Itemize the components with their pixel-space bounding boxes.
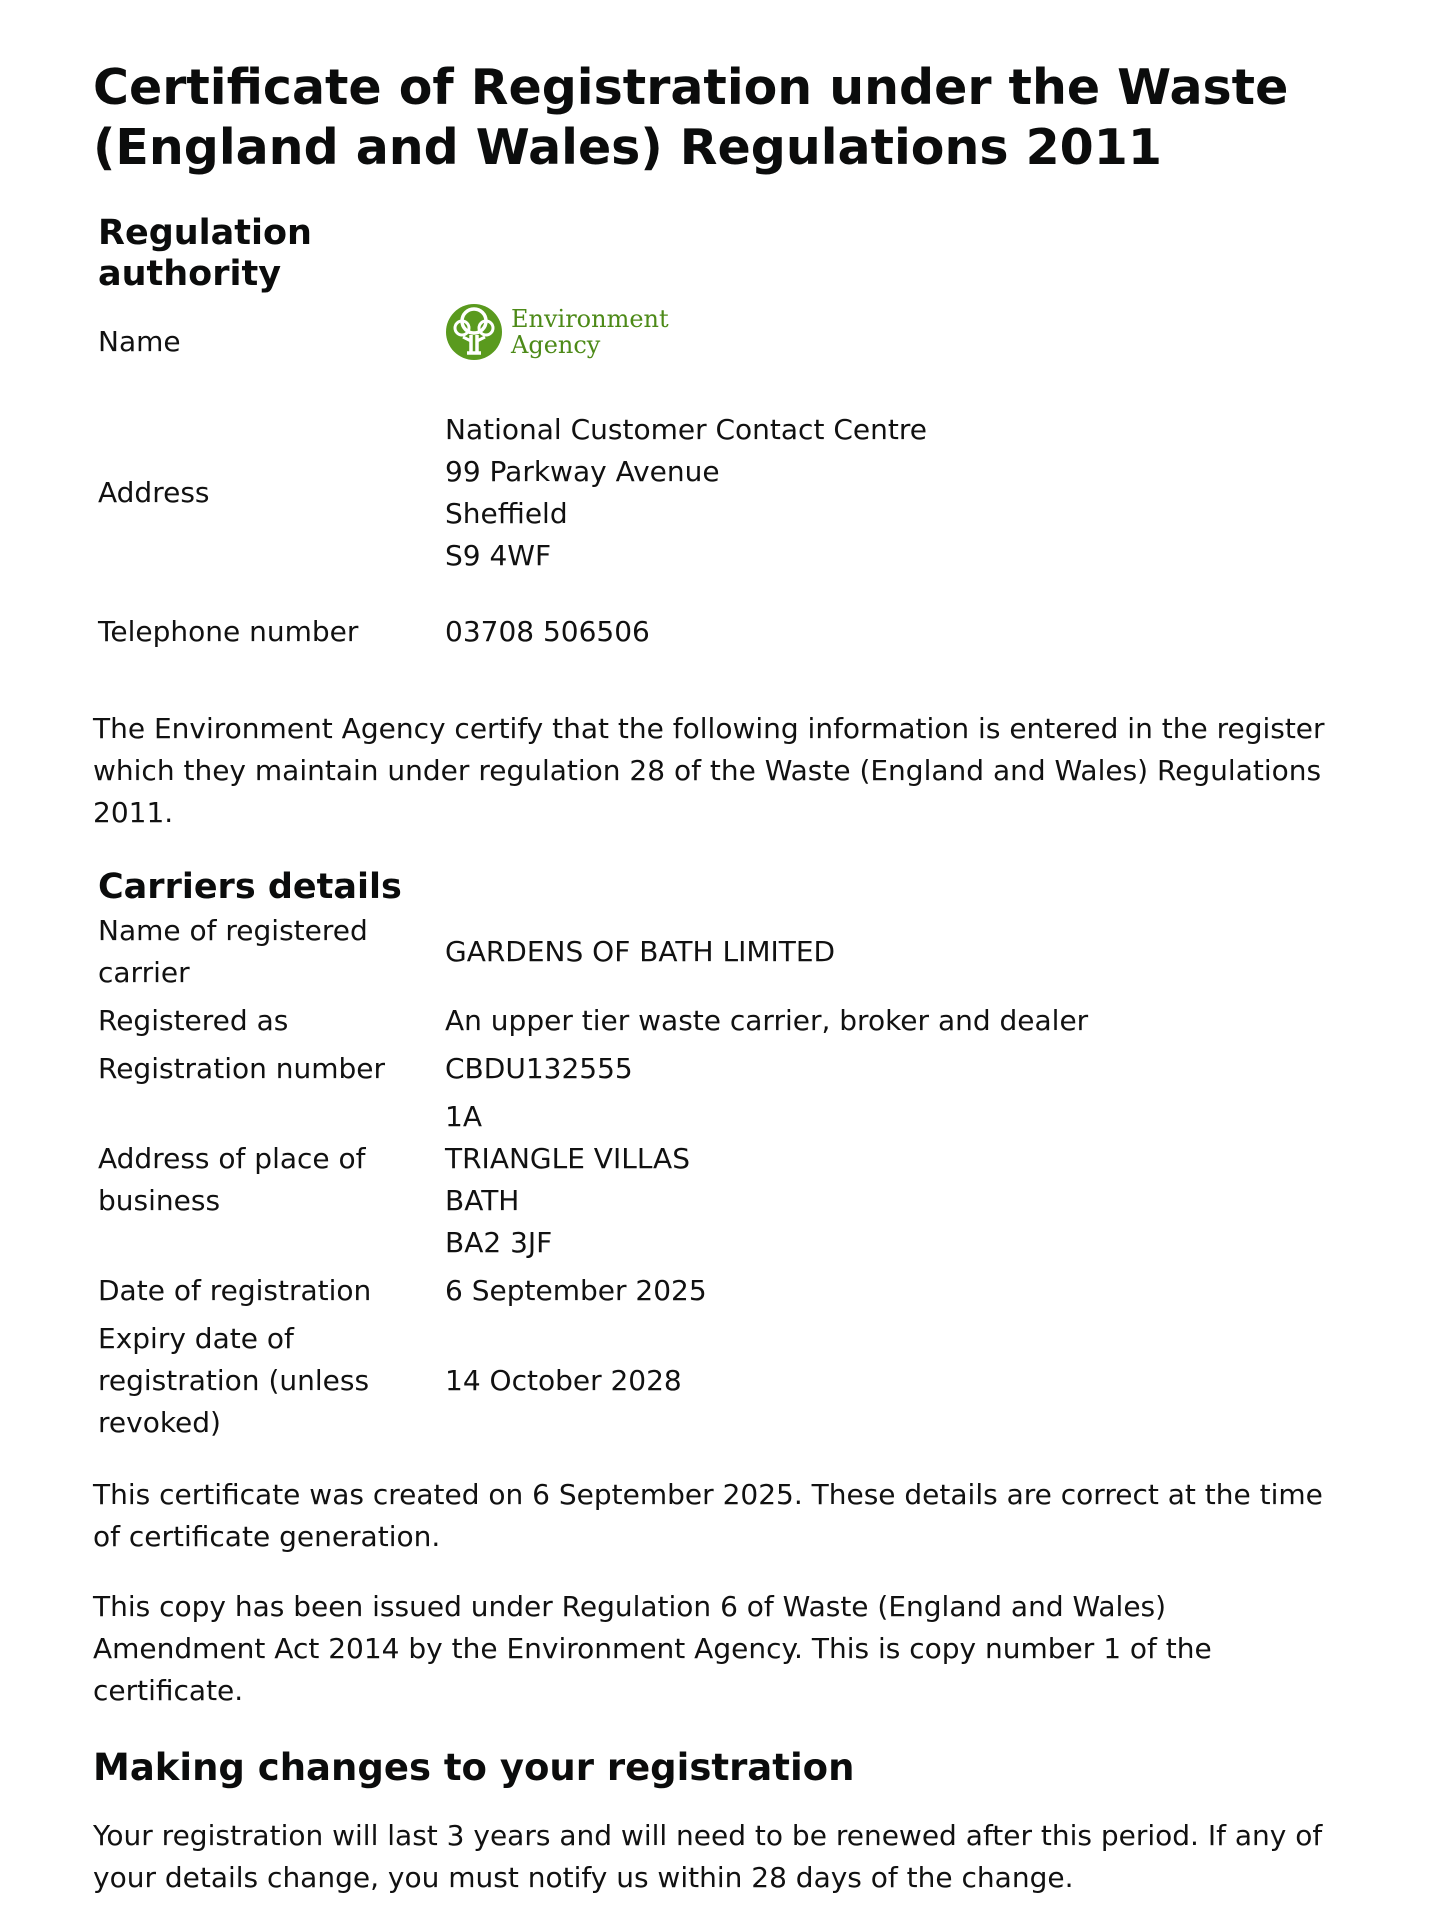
carrier-name: GARDENS OF BATH LIMITED — [445, 935, 836, 968]
authority-address-label: Address — [98, 476, 210, 509]
registered-as: An upper tier waste carrier, broker and dealer — [445, 1004, 1089, 1037]
environment-agency-logo — [445, 301, 1346, 363]
business-address-line: 1A — [445, 1100, 482, 1133]
authority-address — [445, 409, 1346, 577]
authority-address-line: S9 4WF — [445, 539, 552, 572]
registration-date: 6 September 2025 — [445, 1274, 707, 1307]
business-address-line: BA2 3JF — [445, 1226, 553, 1259]
copy-statement: This copy has been issued under Regulation 6 of Waste (England and Wales) Amendment Act 2014 by the Environment Agency. This is copy number 1 of the certificate. — [93, 1590, 1212, 1707]
registration-number: CBDU132555 — [445, 1052, 633, 1085]
logo-text-agency: Agency — [511, 331, 601, 359]
changes-heading: Making changes to your registration — [93, 1746, 855, 1789]
registration-number-row — [98, 1048, 1346, 1090]
expiry-date: 14 October 2028 — [445, 1364, 682, 1397]
registration-date-label: Date of registration — [98, 1274, 372, 1307]
environment-agency-tree-icon — [445, 301, 503, 363]
page-title: Certificate of Registration under the Waste (England and Wales) Regulations 2011 — [93, 59, 1289, 176]
authority-address-line: National Customer Contact Centre — [445, 413, 927, 446]
business-address — [445, 1096, 1346, 1264]
expiry-date-row — [98, 1318, 1346, 1444]
telephone-number: 03708 506506 — [445, 615, 650, 648]
logo-text-environment: Environment — [511, 305, 669, 333]
authority-name-label: Name — [98, 325, 181, 358]
authority-heading: Regulation authority — [98, 213, 312, 294]
carrier-name-label: Name of registered carrier — [98, 914, 368, 989]
registration-number-label: Registration number — [98, 1052, 386, 1085]
certify-statement: The Environment Agency certify that the following information is entered in the register which they maintain under regulation 28 of the Waste (England and Wales) Regulations 2011. — [93, 712, 1325, 829]
business-address-line: TRIANGLE VILLAS — [445, 1142, 690, 1175]
authority-name-row — [98, 301, 1346, 371]
carrier-heading: Carriers details — [98, 867, 402, 907]
expiry-date-label: Expiry date of registration (unless revoked) — [98, 1322, 370, 1439]
created-statement: This certificate was created on 6 September 2025. These details are correct at the time of certificate generation. — [93, 1478, 1323, 1553]
telephone-label: Telephone number — [98, 615, 359, 648]
business-address-row — [98, 1096, 1346, 1264]
authority-address-line: Sheffield — [445, 497, 568, 530]
registered-as-label: Registered as — [98, 1004, 289, 1037]
changes-text: Your registration will last 3 years and will need to be renewed after this period. If any of your details change, you must notify us within 28 days of the change. — [93, 1819, 1323, 1894]
registered-as-row — [98, 1000, 1346, 1042]
authority-address-row — [98, 409, 1346, 577]
carrier-name-row — [98, 910, 1346, 994]
business-address-label: Address of place of business — [98, 1142, 366, 1217]
business-address-line: BATH — [445, 1184, 520, 1217]
authority-telephone-row — [98, 611, 1346, 653]
registration-date-row — [98, 1270, 1346, 1312]
authority-address-line: 99 Parkway Avenue — [445, 455, 720, 488]
